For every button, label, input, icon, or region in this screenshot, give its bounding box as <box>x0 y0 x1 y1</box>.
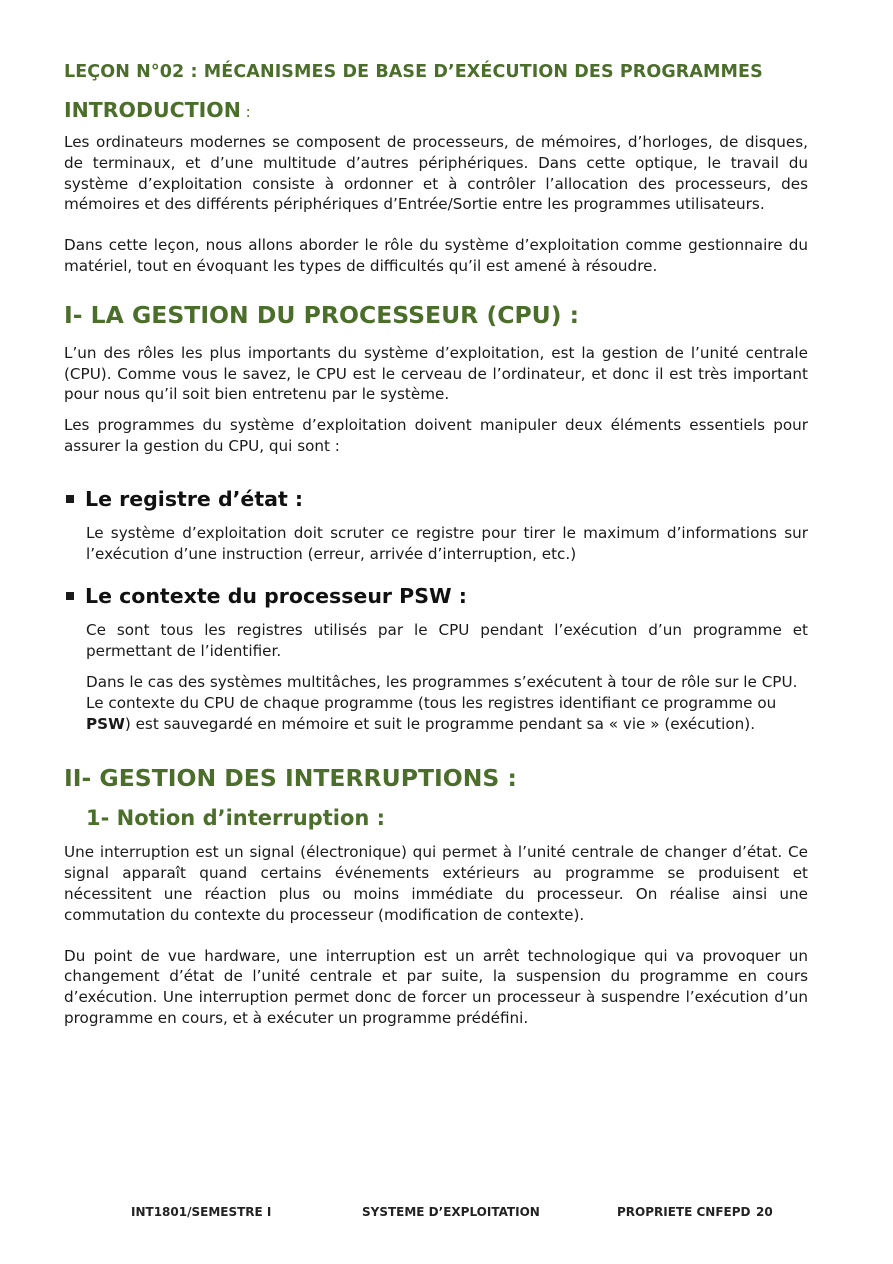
section-1-paragraph-2: Les programmes du système d’exploitation doivent manipuler deux éléments essentiels pour assurer la gestion du CPU, qui sont : <box>64 416 808 455</box>
bullet-2-text-before: Dans le cas des systèmes multitâches, les programmes s’exécutent à tour de rôle sur le CPU. Le contexte du CPU de chaque programme (tous les registres identifiant ce programme ou <box>86 672 798 712</box>
psw-bold-term: PSW <box>86 714 125 733</box>
bullet-registre-etat <box>64 487 808 511</box>
bullet-2-paragraph-2 <box>86 672 808 734</box>
section-1-paragraph-1: L’un des rôles les plus importants du système d’exploitation, est la gestion de l’unité centrale (CPU). Comme vous le savez, le CPU est le cerveau de l’ordinateur, et donc il est très important pour nous qu’il soit bien entretenu par le système. <box>64 343 808 404</box>
square-bullet-icon <box>66 495 74 503</box>
introduction-heading-text: INTRODUCTION <box>64 98 241 122</box>
section-2-paragraph-2: Du point de vue hardware, une interruption est un arrêt technologique qui va provoquer un changement d’état de l’unité centrale et par suite, la suspension du programme en cours d’exécution. Une interruption permet donc de forcer un processeur à suspendre l’exécution d’un programme en cours, et à exécuter un programme prédéfini. <box>64 946 808 1027</box>
bullet-2-text-after: ) est sauvegardé en mémoire et suit le programme pendant sa « vie » (exécution). <box>124 714 756 733</box>
bullet-title: Le contexte du processeur PSW : <box>85 584 467 609</box>
square-bullet-icon <box>66 592 74 600</box>
footer-owner: PROPRIETE CNFEPD <box>617 1205 751 1219</box>
page-content <box>64 62 808 1029</box>
intro-paragraph-1: Les ordinateurs modernes se composent de processeurs, de mémoires, d’horloges, de disques, de terminaux, et d’une multitude d’autres périphériques. Dans cette optique, le travail du système d’exploitation consiste à ordonner et à contrôler l’allocation des processeurs, des mémoires et des différents périphériques d’Entrée/Sortie entre les programmes utilisateurs. <box>64 133 808 214</box>
intro-paragraph-2: Dans cette leçon, nous allons aborder le rôle du système d’exploitation comme gestionnaire du matériel, tout en évoquant les types de difficultés qu’il est amené à résoudre. <box>64 236 808 275</box>
introduction-heading-colon: : <box>240 103 251 121</box>
section-2-paragraph-1: Une interruption est un signal (électronique) qui permet à l’unité centrale de changer d’état. Ce signal apparaît quand certains événements extérieurs au programme se produisent et nécessitent une réaction plus ou moins immédiate du processeur. On réalise ainsi une commutation du contexte du processeur (modification de contexte). <box>64 843 808 924</box>
bullet-1-paragraph: Le système d’exploitation doit scruter ce registre pour tirer le maximum d’informations sur l’exécution d’une instruction (erreur, arrivée d’interruption, etc.) <box>86 523 808 563</box>
introduction-heading <box>64 98 808 122</box>
footer-course-title: SYSTEME D’EXPLOITATION <box>362 1205 540 1219</box>
footer-page-number: 20 <box>756 1205 773 1219</box>
section-1-heading: I- LA GESTION DU PROCESSEUR (CPU) : <box>64 300 580 329</box>
footer-course-code: INT1801/SEMESTRE I <box>131 1205 272 1219</box>
bullet-contexte-psw <box>64 584 808 608</box>
bullet-2-paragraph-1: Ce sont tous les registres utilisés par le CPU pendant l’exécution d’un programme et permettant de l’identifier. <box>86 621 808 661</box>
lesson-title: LEÇON N°02 : MÉCANISMES DE BASE D’EXÉCUTION DES PROGRAMMES <box>64 62 763 82</box>
section-2-heading: II- GESTION DES INTERRUPTIONS : <box>64 764 517 793</box>
section-2-subheading: 1- Notion d’interruption : <box>86 806 386 831</box>
bullet-title: Le registre d’état : <box>85 486 304 511</box>
